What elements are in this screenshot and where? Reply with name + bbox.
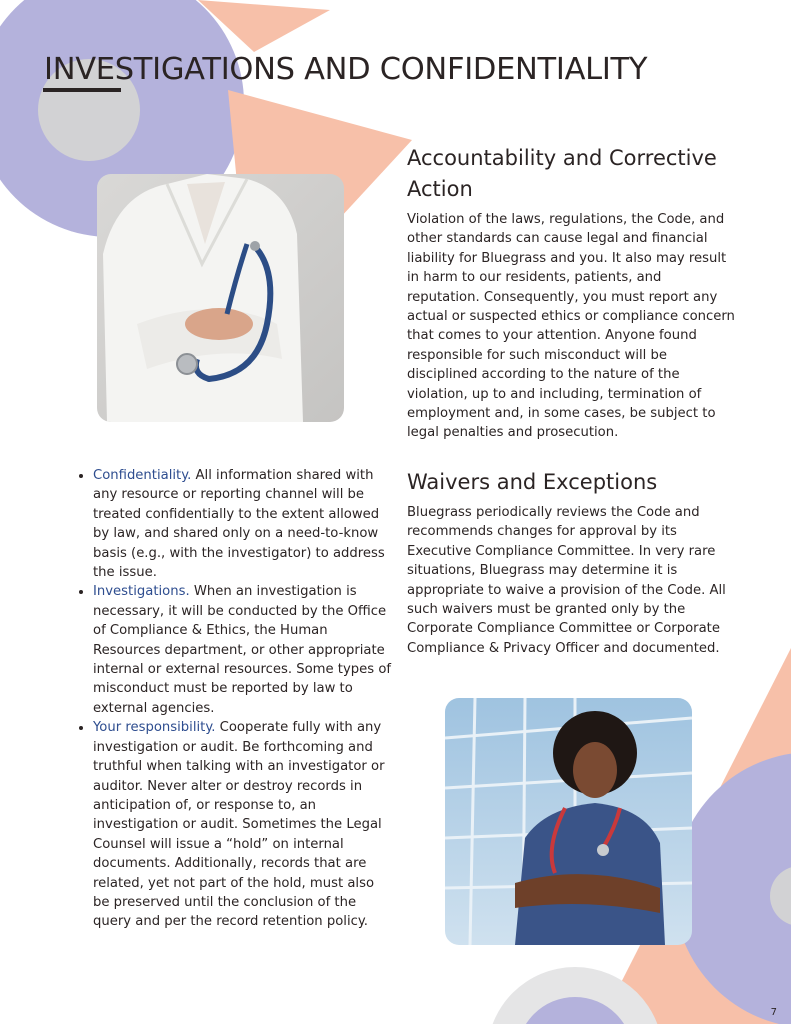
bullet-text-confidentiality: All information shared with any resource or reporting channel will be treated confidentially to the extent allowed by law, and shared only on a need-to-know basis (e.g., with the investigator) to address the issue. (93, 468, 385, 581)
waivers-heading: Waivers and Exceptions (407, 470, 658, 494)
bullet-lead-confidentiality: Confidentiality. (93, 468, 192, 483)
list-item-confidentiality (93, 466, 393, 582)
page-number: 7 (770, 1007, 777, 1018)
bullet-text-investigations: When an investigation is necessary, it will be conducted by the Office of Compliance & Ethics, the Human Resources department, or other appropriate internal or external resources. Some types of misconduct must be reported by law to external agencies. (93, 584, 392, 716)
list-item-investigations (93, 582, 393, 718)
waivers-body: Bluegrass periodically reviews the Code and recommends changes for approval by its Executive Compliance Committee. In very rare situations, Bluegrass may determine it is appropriate to waive a provision of the Code. All such waivers must be granted only by the Corporate Compliance Committee or Corporate Compliance & Privacy Officer and documented. (407, 505, 726, 656)
bullet-list (75, 466, 393, 932)
smiling-nurse-photo (445, 698, 692, 945)
bullet-lead-investigations: Investigations. (93, 584, 190, 600)
title-underline (43, 88, 121, 92)
bullet-lead-responsibility: Your responsibility. (93, 720, 216, 736)
accountability-body: Violation of the laws, regulations, the Code, and other standards can cause legal and financial liability for Bluegrass and you. It also may result in harm to our residents, patients, and reputation. Consequently, you must report any actual or suspected ethics or compliance concern that comes to your attention. Anyone found responsible for such misconduct will be disciplined according to the nature of the violation, up to and including, termination of employment and, in some cases, be subject to legal penalties and prosecution. (407, 212, 735, 441)
list-item-responsibility (93, 718, 393, 931)
page-title: INVESTIGATIONS AND CONFIDENTIALITY (44, 52, 648, 87)
doctor-with-stethoscope-photo (97, 174, 344, 422)
bullet-text-responsibility: Cooperate fully with any investigation or audit. Be forthcoming and truthful when talking with an investigator or auditor. Never alter or destroy records in anticipation of, or response to, an investigation or audit. Sometimes the Legal Counsel will issue a “hold” on internal documents. Additionally, records that are related, yet not part of the hold, must also be preserved until the conclusion of the query and per the record retention policy. (93, 720, 385, 930)
accountability-heading: Accountability and Corrective Action (407, 146, 717, 201)
